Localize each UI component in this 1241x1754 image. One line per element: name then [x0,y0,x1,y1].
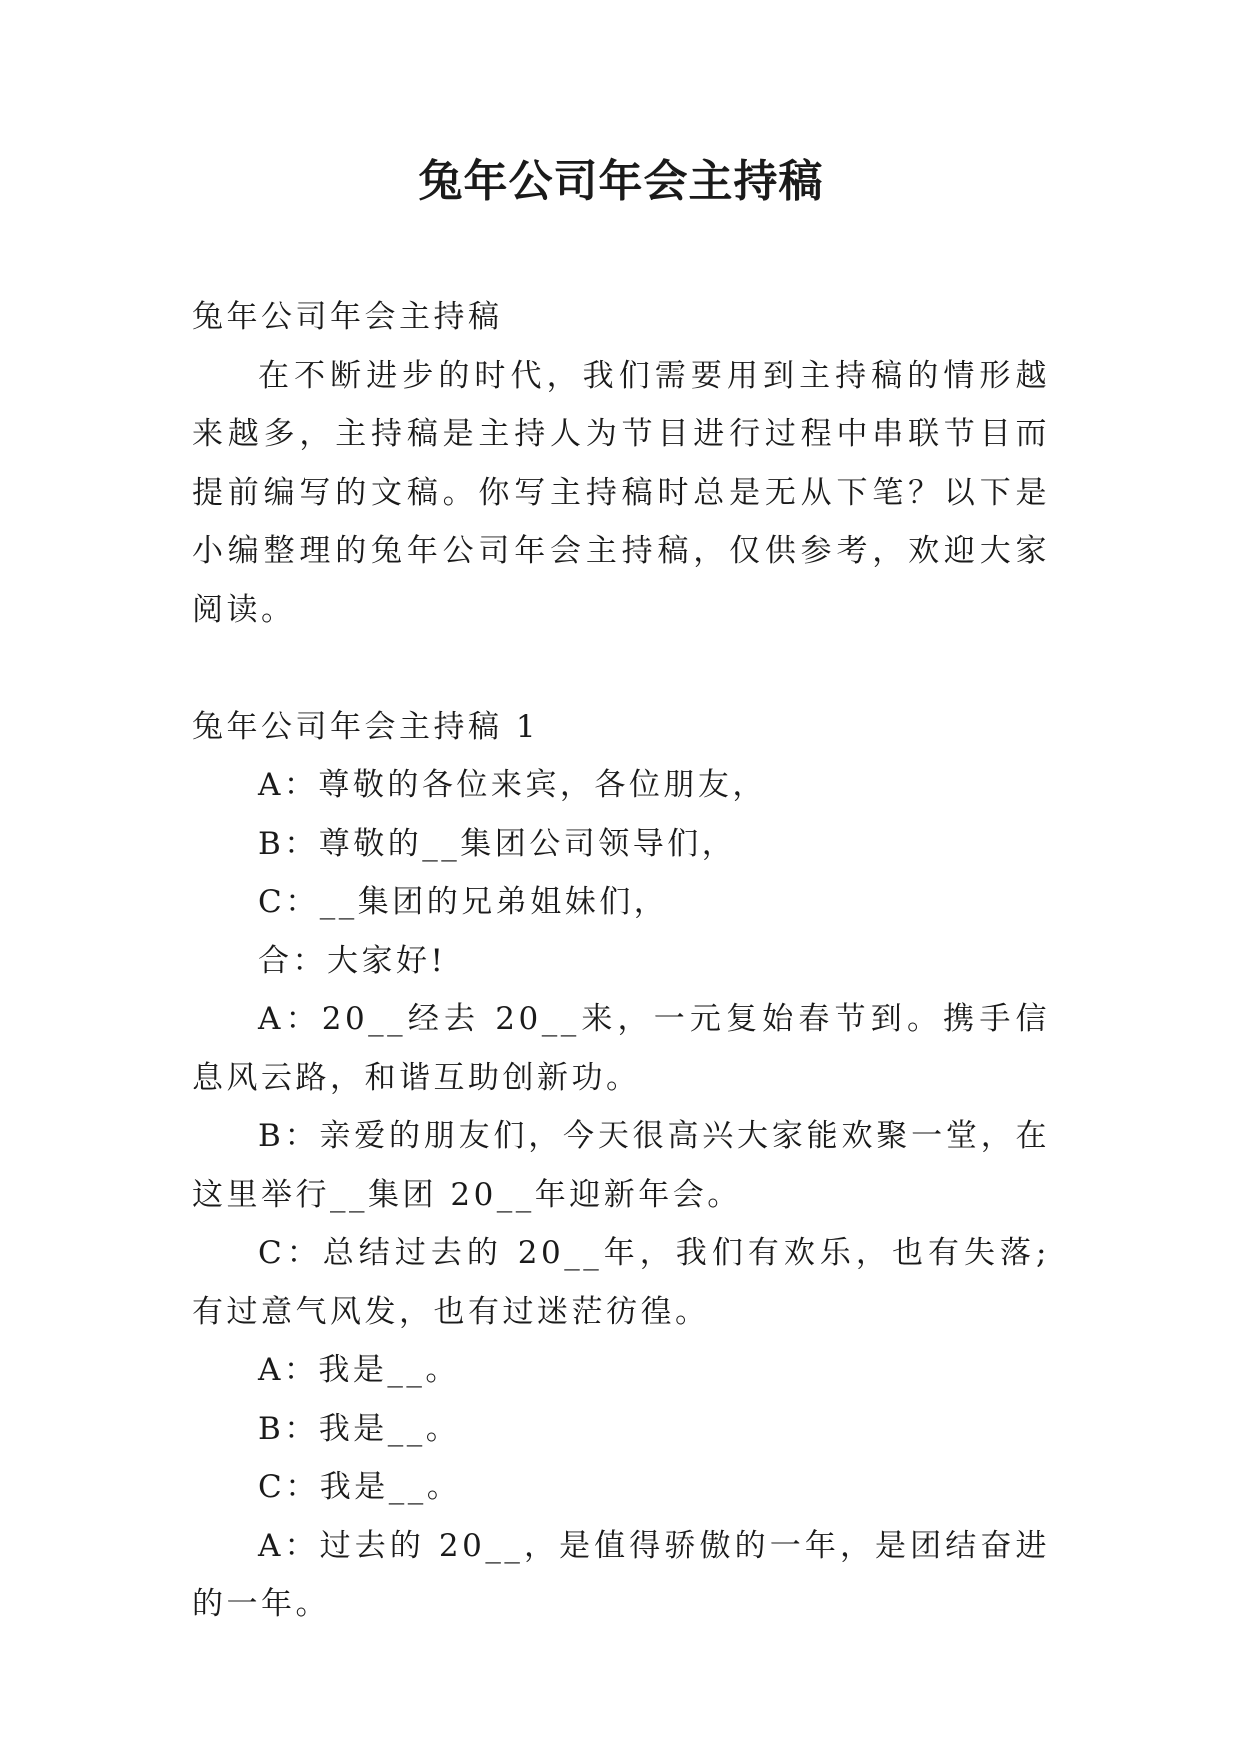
script-line: A：20__经去 20__来，一元复始春节到。携手信息风云路，和谐互助创新功。 [192,1001,1050,1096]
script-line: B：我是__。 [258,1410,461,1447]
script-line: A：过去的 20__，是值得骄傲的一年，是团结奋进的一年。 [192,1527,1050,1622]
script-line: C：总结过去的 20__年，我们有欢乐，也有失落;有过意气风发，也有过迷茫彷徨。 [192,1235,1050,1330]
script-line: A：我是__。 [258,1352,460,1388]
document-subtitle: 兔年公司年会主持稿 [192,299,503,335]
script-line: 合：大家好! [258,942,447,979]
script-line: B：尊敬的__集团公司领导们， [258,825,737,862]
script-line: B：亲爱的朋友们，今天很高兴大家能欢聚一堂，在这里举行__集团 20__年迎新年会。 [192,1118,1050,1213]
paragraph-spacer [192,639,1050,698]
script-line: C：__集团的兄弟姐妹们， [258,884,669,920]
section-heading: 兔年公司年会主持稿 1 [192,708,540,745]
document-title: 兔年公司年会主持稿 [418,156,824,207]
script-line: A：尊敬的各位来宾，各位朋友， [258,767,767,803]
document-body [192,288,1050,1634]
intro-paragraph: 在不断进步的时代，我们需要用到主持稿的情形越来越多，主持稿是主持人为节目进行过程中串联节目而提前编写的文稿。你写主持稿时总是无从下笔？以下是小编整理的兔年公司年会主持稿，仅供参考，欢迎大家阅读。 [192,357,1050,628]
script-line: C：我是__。 [258,1469,462,1505]
